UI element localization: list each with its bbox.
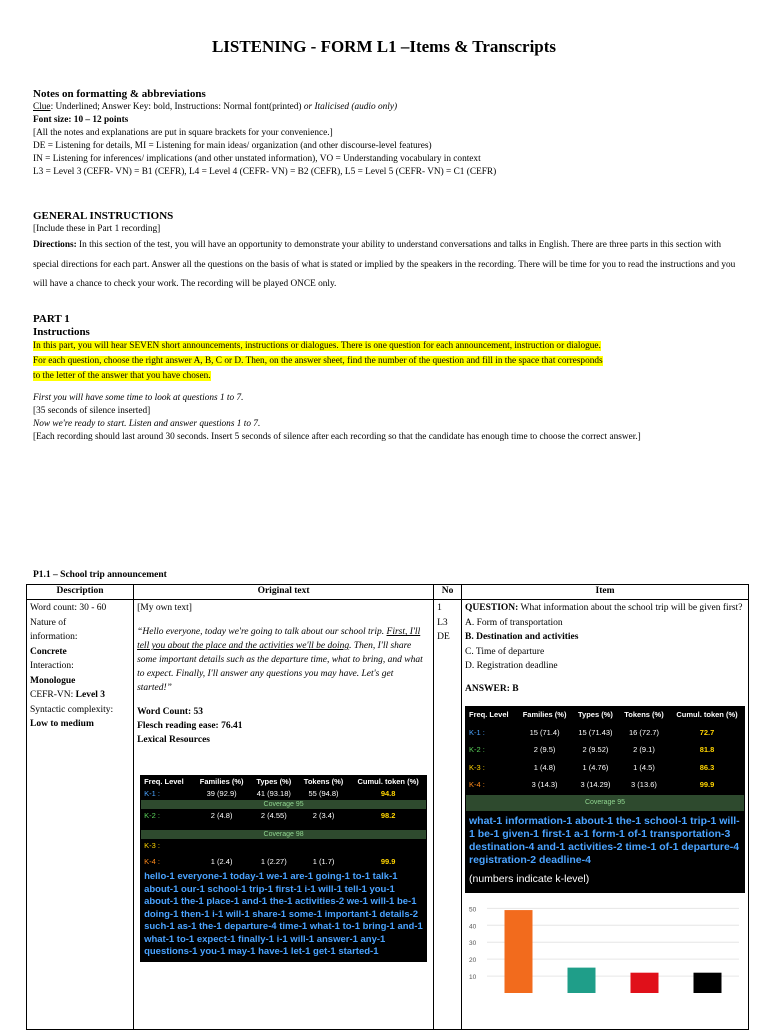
general-section bbox=[33, 210, 745, 295]
description-cell bbox=[27, 600, 134, 1030]
option-c: C. Time of departure bbox=[465, 646, 545, 657]
notes-line-1: [All the notes and explanations are put in square brackets for your convenience.] bbox=[33, 128, 333, 138]
fr-head-types: Types (%) bbox=[572, 707, 618, 725]
fr-k3-label: K-3 : bbox=[466, 759, 517, 777]
notes-line-2: DE = Listening for details, MI = Listening for main ideas/ organization (and other discourse-level features) bbox=[33, 141, 432, 151]
fr-k4-label: K-4 : bbox=[466, 777, 517, 795]
fl-k4-families: 1 (2.4) bbox=[193, 856, 250, 868]
fl-head-tokens: Tokens (%) bbox=[297, 776, 349, 788]
part1-heading: PART 1 bbox=[33, 313, 70, 325]
orig-source: [My own text] bbox=[137, 603, 192, 613]
fr-k4-families: 3 (14.3) bbox=[517, 777, 573, 795]
fr-k2-families: 2 (9.5) bbox=[517, 742, 573, 760]
fr-k2-tokens: 2 (9.1) bbox=[618, 742, 669, 760]
part1-subheading: Instructions bbox=[33, 326, 90, 338]
desc-syntactic: Syntactic complexity: bbox=[30, 704, 114, 715]
fr-head-level: Freq. Level bbox=[466, 707, 517, 725]
fl-k2-families: 2 (4.8) bbox=[193, 810, 250, 830]
desc-low-medium: Low to medium bbox=[30, 719, 94, 729]
fl-word-list: hello-1 everyone-1 today-1 we-1 are-1 going-1 to-1 talk-1 about-1 our-1 school-1 trip-1 first-1 i-1 will-1 tell-1 you-1 about-1 the-1 place-1 and-1 the-1 activities-2 we-1 will-1 be-1 doing-1 then-1 i-1 will-1 share-1 some-1 important-1 details-2 such-1 as-1 the-1 departure-4 time-1 what-1 to-1 bring-1 and-1 what-1 to-1 expect-1 finally-1 i-1 will-1 answer-1 any-1 questions-1 you-1 may-1 have-1 let-1 get-1 started-1 bbox=[144, 871, 423, 957]
original-cell bbox=[134, 600, 434, 1030]
notes-line-4: L3 = Level 3 (CEFR- VN) = B1 (CEFR), L4 = Level 4 (CEFR- VN) = B2 (CEFR), L5 = Level 5 (CEFR- VN) = C1 (CEFR) bbox=[33, 167, 497, 177]
fr-k4-types: 3 (14.29) bbox=[572, 777, 618, 795]
fr-k1-tokens: 16 (72.7) bbox=[618, 724, 669, 742]
directions-label: Directions: bbox=[33, 240, 77, 250]
fr-word-list bbox=[465, 812, 745, 870]
option-a: A. Form of transportation bbox=[465, 617, 563, 628]
part1-line-2: [35 seconds of silence inserted] bbox=[33, 406, 151, 416]
fl-k1-tokens: 55 (94.8) bbox=[297, 788, 349, 800]
no-cell bbox=[434, 600, 462, 1030]
fr-k1-label: K-1 : bbox=[466, 724, 517, 742]
fl-coverage-95: Coverage 95 bbox=[141, 800, 427, 810]
part1-section bbox=[33, 313, 745, 444]
desc-interaction: Interaction: bbox=[30, 661, 74, 671]
question-label: QUESTION: bbox=[465, 603, 519, 613]
quote-part-b: . Then, I'll share some important details such as the departure time, what to bring, and what to expect. Finally, I'll answer any questions you may have. Let's get started!” bbox=[137, 641, 423, 693]
desc-cefr-label: CEFR-VN: bbox=[30, 690, 76, 700]
fl-head-families: Families (%) bbox=[193, 776, 250, 788]
desc-concrete: Concrete bbox=[30, 646, 67, 657]
freq-table-left bbox=[140, 775, 427, 962]
fr-k2-label: K-2 : bbox=[466, 742, 517, 760]
part1-line-3: Now we're ready to start. Listen and answer questions 1 to 7. bbox=[33, 419, 261, 429]
freq-table-right bbox=[465, 706, 745, 893]
col-original: Original text bbox=[134, 585, 434, 600]
fl-head-level: Freq. Level bbox=[141, 776, 193, 788]
fl-coverage-98: Coverage 98 bbox=[141, 830, 427, 840]
quote-clue: First, I'll tell you about the place and the activities we'll be doing bbox=[137, 627, 421, 651]
question-text: What information about the school trip will be given first? bbox=[518, 603, 743, 613]
fr-note: (numbers indicate k-level) bbox=[469, 873, 590, 885]
y-tick-label: 20 bbox=[469, 956, 477, 964]
bar-4 bbox=[694, 972, 722, 992]
col-no: No bbox=[434, 585, 462, 600]
part1-line-1: First you will have some time to look at questions 1 to 7. bbox=[33, 393, 244, 403]
fl-k2-tokens: 2 (3.4) bbox=[297, 810, 349, 830]
fl-head-types: Types (%) bbox=[250, 776, 297, 788]
orig-quote bbox=[137, 625, 430, 695]
answer-key: ANSWER: B bbox=[465, 683, 519, 694]
lexical-resources: Lexical Resources bbox=[137, 735, 210, 745]
clue-rest: : Underlined; Answer Key: bold, Instructions: Normal font(printed) bbox=[50, 102, 302, 112]
part1-line-4: [Each recording should last around 30 seconds. Insert 5 seconds of silence after each recording so that the candidate has enough time to choose the correct answer.] bbox=[33, 432, 641, 442]
fr-coverage-95: Coverage 95 bbox=[466, 794, 745, 812]
fl-k2-types: 2 (4.55) bbox=[250, 810, 297, 830]
fr-words-text: what-1 information-1 about-1 the-1 school-1 trip-1 will-1 be-1 given-1 first-1 a-1 form-1 of-1 transportation-3 destination-4 and-1 activities-2 time-1 of-1 departure-4 registration-2 deadline-4 bbox=[469, 815, 740, 866]
fr-k4-tokens: 3 (13.6) bbox=[618, 777, 669, 795]
fl-k4-tokens: 1 (1.7) bbox=[297, 856, 349, 868]
fl-k1-cumul: 94.8 bbox=[350, 788, 427, 800]
font-size-note: Font size: 10 – 12 points bbox=[33, 115, 129, 125]
fr-k3-families: 1 (4.8) bbox=[517, 759, 573, 777]
k-level-bar-chart bbox=[465, 893, 745, 993]
bar-2 bbox=[568, 967, 596, 992]
desc-monologue: Monologue bbox=[30, 675, 76, 686]
fl-k1-label: K-1 : bbox=[141, 788, 193, 800]
fr-k3-cumul: 86.3 bbox=[670, 759, 745, 777]
bar-3 bbox=[631, 972, 659, 992]
directions-text: In this section of the test, you will have an opportunity to demonstrate your ability to understand conversations and talks in English. There are three parts in this section with special directions for each part. Answer all the questions on the basis of what is stated or implied by the speakers in the recording. There will be time for you to read the instructions and you will have a chance to check your work. The recording will be played ONCE only. bbox=[33, 240, 736, 289]
part1-highlight bbox=[33, 339, 745, 384]
notes-line-3: IN = Listening for inferences/ implications (and other unstated information), VO = Understanding vocabulary in context bbox=[33, 154, 481, 164]
fr-head-tokens: Tokens (%) bbox=[618, 707, 669, 725]
fl-k2-label: K-2 : bbox=[141, 810, 193, 830]
fl-k1-types: 41 (93.18) bbox=[250, 788, 297, 800]
clue-italic: or Italicised (audio only) bbox=[301, 102, 398, 112]
desc-word-count: Word count: 30 - 60 bbox=[30, 603, 107, 613]
fl-k4-cumul: 99.9 bbox=[350, 856, 427, 868]
fr-k1-cumul: 72.7 bbox=[670, 724, 745, 742]
item-number: 1 bbox=[437, 603, 442, 613]
quote-part-a: “Hello everyone, today we're going to talk about our school trip. bbox=[137, 627, 387, 637]
y-tick-label: 50 bbox=[469, 905, 477, 913]
highlight-line-2: For each question, choose the right answer A, B, C or D. Then, on the answer sheet, find the number of the question and fill in the space that corresponds bbox=[33, 356, 603, 366]
page-title: LISTENING - FORM L1 –Items & Transcripts bbox=[211, 37, 557, 56]
word-count: Word Count: 53 bbox=[137, 707, 204, 717]
item-skill: DE bbox=[437, 632, 450, 642]
fr-k3-tokens: 1 (4.5) bbox=[618, 759, 669, 777]
clue-label: Clue bbox=[33, 102, 51, 112]
question bbox=[465, 601, 745, 616]
desc-information: information: bbox=[30, 632, 78, 642]
fl-k4-types: 1 (2.27) bbox=[250, 856, 297, 868]
fl-k4-label: K-4 : bbox=[141, 856, 193, 868]
fr-k2-types: 2 (9.52) bbox=[572, 742, 618, 760]
fl-k2-cumul: 98.2 bbox=[350, 810, 427, 830]
y-tick-label: 10 bbox=[469, 973, 477, 981]
flesch-score: Flesch reading ease: 76.41 bbox=[137, 721, 243, 731]
notes-heading: Notes on formatting & abbreviations bbox=[33, 88, 206, 100]
option-d: D. Registration deadline bbox=[465, 661, 558, 671]
item-table bbox=[26, 584, 749, 1030]
bar-1 bbox=[505, 910, 533, 993]
col-description: Description bbox=[27, 585, 134, 600]
y-tick-label: 40 bbox=[469, 922, 477, 930]
item-level: L3 bbox=[437, 617, 448, 628]
desc-nature: Nature of bbox=[30, 617, 67, 628]
desc-cefr-level: Level 3 bbox=[75, 690, 105, 700]
fl-head-cumul: Cumul. token (%) bbox=[350, 776, 427, 788]
option-b: B. Destination and activities bbox=[465, 632, 579, 642]
y-tick-label: 30 bbox=[469, 939, 477, 947]
fr-k4-cumul: 99.9 bbox=[670, 777, 745, 795]
fr-head-families: Families (%) bbox=[517, 707, 573, 725]
general-include: [Include these in Part 1 recording] bbox=[33, 224, 161, 234]
fl-k3-label: K-3 : bbox=[141, 840, 193, 856]
fr-k2-cumul: 81.8 bbox=[670, 742, 745, 760]
fr-k3-types: 1 (4.76) bbox=[572, 759, 618, 777]
notes-section bbox=[33, 88, 745, 179]
notes-clue-line bbox=[33, 101, 745, 114]
col-item: Item bbox=[462, 585, 749, 600]
fr-head-cumul: Cumul. token (%) bbox=[670, 707, 745, 725]
item-cell bbox=[462, 600, 749, 1030]
fl-k1-families: 39 (92.9) bbox=[193, 788, 250, 800]
fr-k1-families: 15 (71.4) bbox=[517, 724, 573, 742]
desc-cefr bbox=[30, 688, 130, 703]
p11-heading: P1.1 – School trip announcement bbox=[33, 570, 167, 580]
highlight-line-3: to the letter of the answer that you have chosen. bbox=[33, 371, 211, 381]
general-directions bbox=[33, 236, 745, 295]
fr-k1-types: 15 (71.43) bbox=[572, 724, 618, 742]
highlight-line-1: In this part, you will hear SEVEN short announcements, instructions or dialogues. There is one question for each announcement, instruction or dialogue. bbox=[33, 341, 601, 351]
k-level-chart bbox=[465, 893, 745, 993]
general-heading: GENERAL INSTRUCTIONS bbox=[33, 210, 174, 222]
